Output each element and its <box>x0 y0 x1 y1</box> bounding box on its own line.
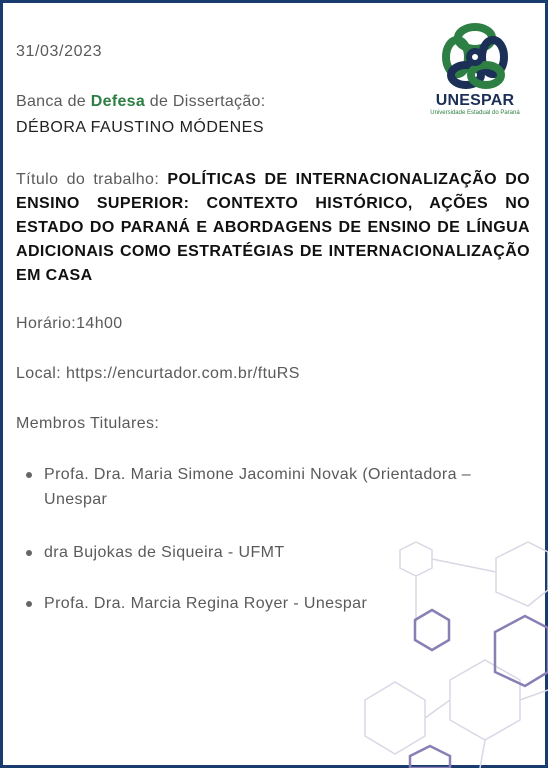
banca-prefix: Banca de <box>16 93 91 110</box>
work-title: POLÍTICAS DE INTERNACIONALIZAÇÃO DO ENSINO SUPERIOR: CONTEXTO HISTÓRICO, AÇÕES NO ESTADO DO PARANÁ E ABORDAGENS DE ENSINO DE LÍNGUA ADICIONAIS COMO ESTRATÉGIAS DE INTERNACIONALIZAÇÃO EM CASA <box>16 171 530 284</box>
work-title-label: Título do trabalho: <box>16 171 168 188</box>
unespar-logo <box>432 20 518 120</box>
member-item: Profa. Dra. Marcia Regina Royer - Unespar <box>16 591 516 616</box>
banca-suffix: de Dissertação: <box>145 93 266 110</box>
hexagon-pattern-decoration <box>360 530 548 768</box>
member-item: Profa. Dra. Maria Simone Jacomini Novak (Orientadora – Unespar <box>16 462 516 512</box>
work-title-block <box>16 168 530 288</box>
unespar-emblem-icon <box>432 20 518 92</box>
banca-heading <box>16 93 265 111</box>
logo-name: UNESPAR <box>435 92 515 109</box>
schedule-time: Horário:14h00 <box>16 315 123 332</box>
member-item: dra Bujokas de Siqueira - UFMT <box>16 540 516 565</box>
banca-highlight: Defesa <box>90 93 146 110</box>
candidate-name: DÉBORA FAUSTINO MÓDENES <box>16 119 264 136</box>
logo-subtitle: Universidade Estadual do Paraná <box>430 110 520 116</box>
location-link[interactable]: Local: https://encurtador.com.br/ftuRS <box>16 365 300 382</box>
date: 31/03/2023 <box>16 43 103 60</box>
members-heading: Membros Titulares: <box>16 415 160 432</box>
